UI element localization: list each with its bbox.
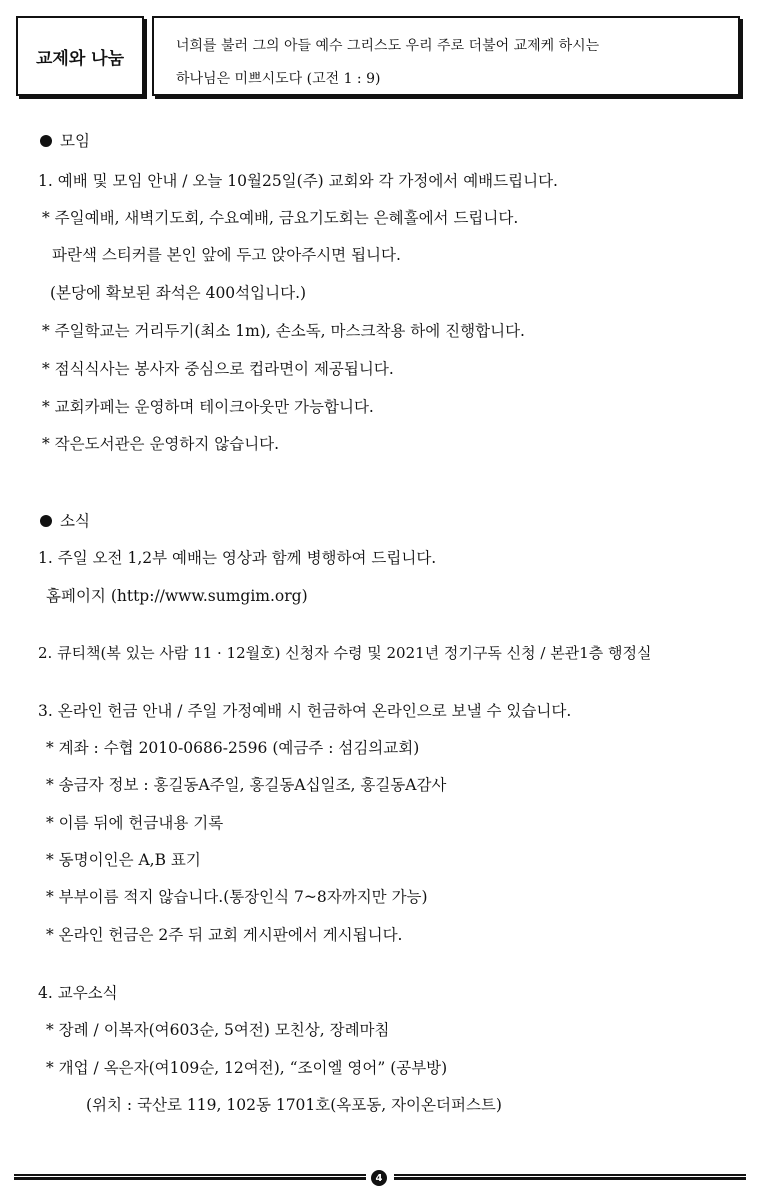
list-item: 2. 큐티책(복 있는 사람 11 · 12월호) 신청자 수령 및 2021년 정기구독 신청 / 본관1층 행정실 [38,644,652,662]
list-item: * 송금자 정보 : 홍길동A주일, 홍길동A십일조, 홍길동A감사 [46,776,447,794]
news-heading: 소식 [40,510,90,532]
list-item: * 점식식사는 봉사자 중심으로 컵라면이 제공됩니다. [42,360,394,378]
section-title: 교제와 나눔 [35,48,125,69]
list-item: (위치 : 국산로 119, 102동 1701호(옥포동, 자이온더퍼스트) [86,1096,502,1114]
verse-box [152,16,740,96]
list-item: * 개업 / 옥은자(여109순, 12여전), “조이엘 영어” (공부방) [46,1059,448,1077]
page-number: 4 [371,1170,387,1186]
list-item: * 작은도서관은 운영하지 않습니다. [42,435,280,453]
list-item: 3. 온라인 헌금 안내 / 주일 가정예배 시 헌금하여 온라인으로 보낼 수 있습니다. [38,702,572,720]
list-item: (본당에 확보된 좌석은 400석입니다.) [50,284,307,302]
list-item: * 부부이름 적지 않습니다.(통장인식 7~8자까지만 가능) [46,888,428,906]
list-item: 홈페이지 (http://www.sumgim.org) [46,587,308,605]
list-item: 1. 주일 오전 1,2부 예배는 영상과 함께 병행하여 드립니다. [38,549,437,567]
list-item: * 이름 뒤에 헌금내용 기록 [46,814,224,832]
list-item: 1. 예배 및 모임 안내 / 오늘 10월25일(주) 교회와 각 가정에서 예배드립니다. [38,172,558,190]
bullet-icon [40,515,52,527]
gathering-heading: 모임 [40,130,90,152]
list-item: * 교회카페는 운영하며 테이크아웃만 가능합니다. [42,398,374,416]
footer-rule [14,1174,366,1180]
footer-rule [394,1174,746,1180]
page-footer [14,1170,746,1184]
list-item: * 주일예배, 새벽기도회, 수요예배, 금요기도회는 은혜홀에서 드립니다. [42,209,519,227]
list-item: * 계좌 : 수협 2010-0686-2596 (예금주 : 섬김의교회) [46,739,420,757]
verse-line: 하나님은 미쁘시도다 (고전 1 : 9) [176,71,381,87]
bullet-icon [40,135,52,147]
section-title-box [16,16,144,96]
list-item: 파란색 스티커를 본인 앞에 두고 앉아주시면 됩니다. [52,246,401,264]
list-item: 4. 교우소식 [38,984,118,1002]
list-item: * 온라인 헌금은 2주 뒤 교회 게시판에서 게시됩니다. [46,926,403,944]
verse-line: 너희를 불러 그의 아들 예수 그리스도 우리 주로 더불어 교제케 하시는 [176,38,600,54]
list-item: * 동명이인은 A,B 표기 [46,851,201,869]
list-item: * 장례 / 이복자(여603순, 5여전) 모친상, 장례마침 [46,1021,390,1039]
list-item: * 주일학교는 거리두기(최소 1m), 손소독, 마스크착용 하에 진행합니다. [42,322,525,340]
